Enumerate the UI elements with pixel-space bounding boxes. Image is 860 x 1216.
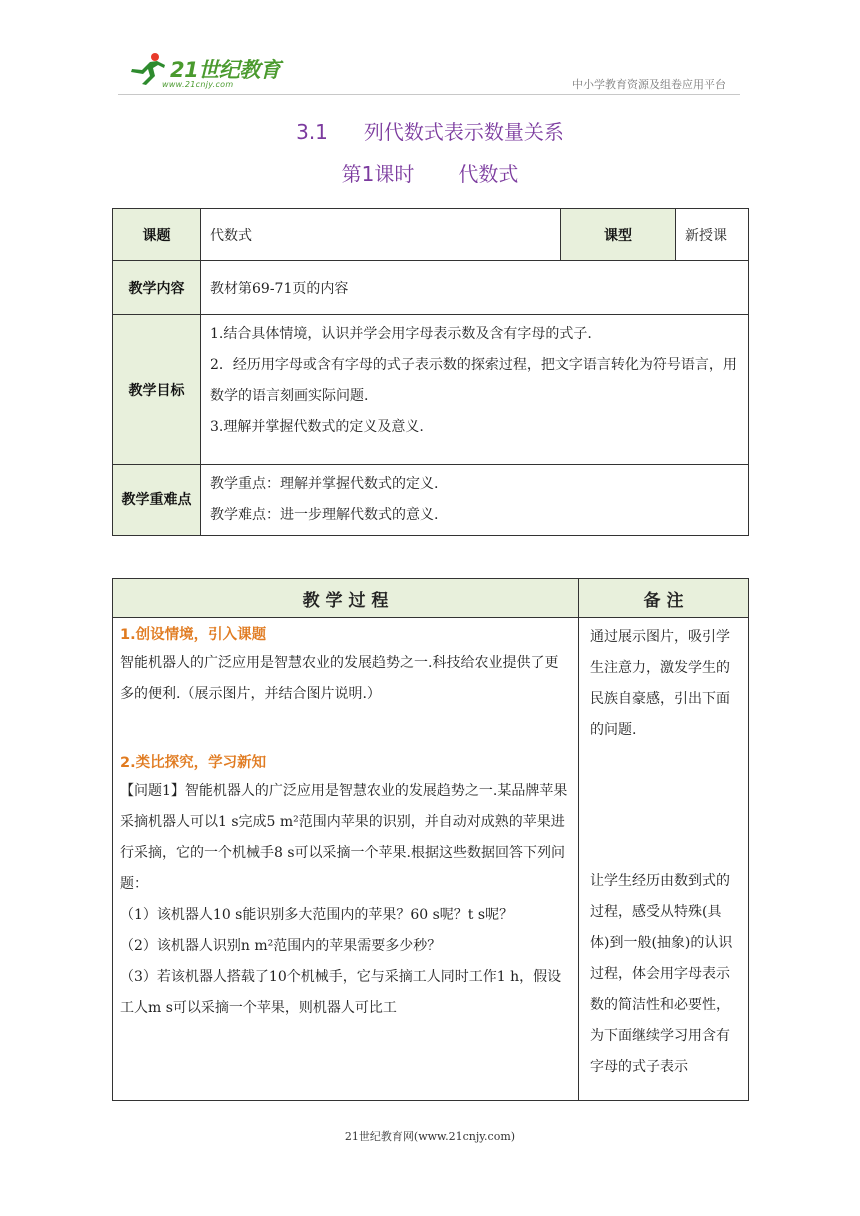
process-header: 教 学 过 程: [113, 579, 579, 618]
brand-logo: [128, 52, 288, 96]
content-row: [113, 261, 749, 315]
type-label: 课型: [561, 209, 676, 261]
page-header: [0, 0, 860, 100]
problem-intro: 【问题1】智能机器人的广泛应用是智慧农业的发展趋势之一.某品牌苹果采摘机器人可以1 s完成5 m²范围内苹果的识别，并自动对成熟的苹果进行采摘，它的一个机械手8 s可以采摘一个苹果.根据这些数据回答下列问题：: [120, 783, 568, 892]
note-1: 通过展示图片，吸引学生注意力，激发学生的民族自豪感，引出下面的问题.: [590, 629, 730, 738]
key-points-label: 教学重难点: [113, 465, 201, 536]
key-point: 教学重点：理解并掌握代数式的定义.: [210, 476, 439, 492]
header-divider: [118, 94, 740, 95]
process-body-row: [113, 618, 749, 1101]
goals-cell: [201, 315, 749, 465]
topic-value: 代数式: [201, 209, 561, 261]
lesson-number: 第1课时: [341, 162, 415, 186]
process-header-row: [113, 579, 749, 618]
logo-text: 21世纪教育: [170, 58, 281, 82]
lesson-title: [0, 158, 860, 187]
type-value: 新授课: [676, 209, 749, 261]
goal-item: 2．经历用字母或含有字母的式子表示数的探索过程，把文字语言转化为符号语言，用数学的语言刻画实际问题.: [210, 357, 737, 404]
lesson-info-table: [112, 208, 749, 536]
process-table: [112, 578, 749, 1101]
topic-label: 课题: [113, 209, 201, 261]
notes-header: 备 注: [579, 579, 749, 618]
section-title-text: 列代数式表示数量关系: [363, 120, 564, 144]
key-point: 教学难点：进一步理解代数式的意义.: [210, 507, 439, 523]
question-1: （1）该机器人10 s能识别多大范围内的苹果？60 s呢？t s呢？: [120, 907, 514, 923]
section2-title: 2.类比探究，学习新知: [120, 755, 267, 771]
topic-row: [113, 209, 749, 261]
content-value: 教材第69-71页的内容: [201, 261, 749, 315]
goal-item: 1.结合具体情境，认识并学会用字母表示数及含有字母的式子.: [210, 326, 592, 342]
key-points-cell: [201, 465, 749, 536]
question-3: （3）若该机器人搭载了10个机械手，它与采摘工人同时工作1 h，假设工人m s可以采摘一个苹果，则机器人可比工: [120, 969, 562, 1016]
section-number: 3.1: [296, 120, 328, 144]
notes-body: [579, 618, 749, 1101]
goal-item: 3.理解并掌握代数式的定义及意义.: [210, 419, 424, 435]
note-2: 让学生经历由数到式的过程，感受从特殊(具体)到一般(抽象)的认识过程，体会用字母表示数的简洁性和必要性，为下面继续学习用含有字母的式子表示: [590, 873, 733, 1075]
lesson-title-text: 代数式: [458, 162, 519, 186]
goals-label: 教学目标: [113, 315, 201, 465]
platform-tagline: 中小学教育资源及组卷应用平台: [572, 78, 726, 91]
content-label: 教学内容: [113, 261, 201, 315]
goals-row: [113, 315, 749, 465]
section1-title: 1.创设情境，引入课题: [120, 627, 267, 643]
process-body: [113, 618, 579, 1101]
section1-text: 智能机器人的广泛应用是智慧农业的发展趋势之一.科技给农业提供了更多的便利.（展示图片，并结合图片说明.）: [120, 655, 559, 702]
section-title: [0, 116, 860, 145]
page-footer: 21世纪教育网(www.21cnjy.com): [344, 1130, 516, 1143]
logo-url: www.21cnjy.com: [162, 80, 234, 89]
question-2: （2）该机器人识别n m²范围内的苹果需要多少秒？: [120, 938, 442, 954]
key-points-row: [113, 465, 749, 536]
